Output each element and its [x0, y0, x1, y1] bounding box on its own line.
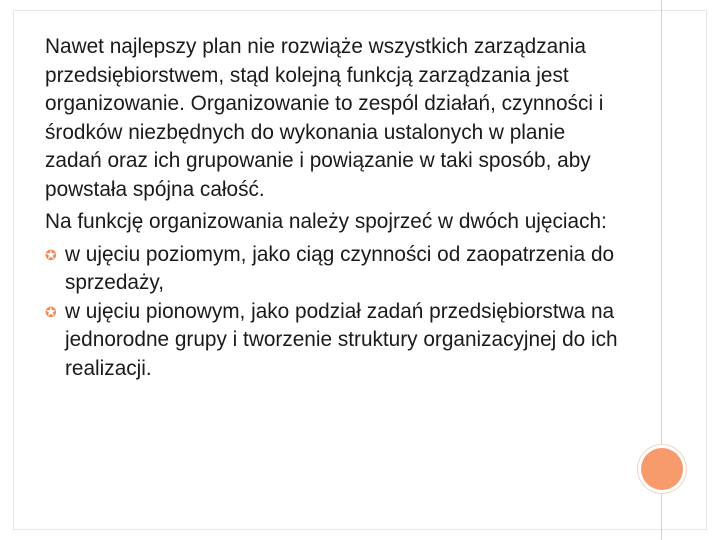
- slide-content: [45, 33, 625, 383]
- bullet-item: [45, 241, 625, 298]
- bullet-item: [45, 298, 625, 384]
- gear-icon: ✪: [45, 246, 57, 263]
- paragraph-intro: Nawet najlepszy plan nie rozwiąże wszystkich zarządzania przedsiębiorstwem, stąd kolejną funkcją zarządzania jest organizowanie. Organizowanie to zespól działań, czynności i środków niezbędnych do wykonania ustalonych w planie zadań oraz ich grupowanie i powiązanie w taki sposób, aby powstała spójna całość.: [45, 35, 604, 201]
- decorative-circle: [641, 448, 683, 490]
- gear-icon: ✪: [45, 303, 57, 320]
- bullet-text: w ujęciu poziomym, jako ciąg czynności od zaopatrzenia do sprzedaży,: [65, 242, 615, 294]
- bullet-text: w ujęciu pionowym, jako podział zadań przedsiębiorstwa na jednorodne grupy i tworzenie struktury organizacyjnej do ich realizacji.: [65, 299, 618, 380]
- paragraph-lead: Na funkcję organizowania należy spojrzeć w dwóch ujęciach:: [45, 210, 607, 233]
